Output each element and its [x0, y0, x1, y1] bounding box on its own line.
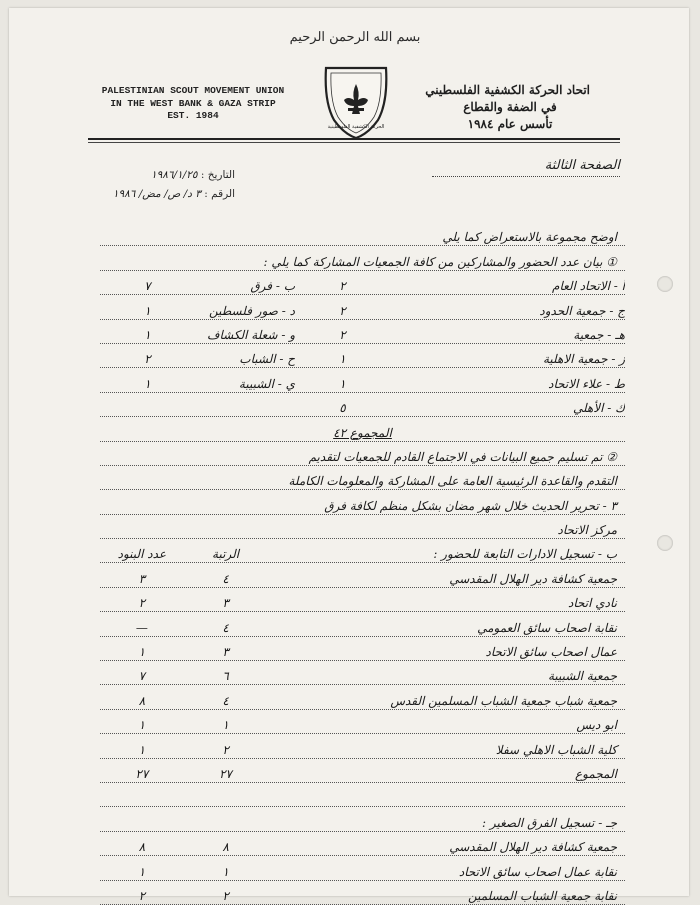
handwritten-line [100, 222, 625, 246]
row-value: ٨ [138, 840, 146, 855]
item-count: ٢ [144, 352, 151, 367]
org-name-arabic [425, 82, 590, 133]
handwritten-line [100, 881, 625, 905]
handwritten-line [100, 368, 625, 392]
row-label: ابو ديس [576, 718, 617, 733]
row-value: ٤ [222, 571, 229, 586]
item-name: د - صور فلسطين [208, 303, 295, 318]
line-text: ٣ - تحرير الحديث خلال شهر مضان بشكل منظم لكافة فرق [324, 498, 617, 513]
page-heading: الصفحة الثالثة [544, 158, 620, 173]
item-count: ١ [144, 303, 151, 318]
row-value: ٢ [138, 596, 146, 611]
handwritten-line [100, 466, 625, 490]
line-text: اوضح مجموعة بالاستعراض كما يلي [442, 230, 617, 245]
row-label: جمعية كشافة دير الهلال المقدسي [449, 571, 617, 586]
row-value: ١ [138, 864, 146, 879]
org-name-ar-line: اتحاد الحركة الكشفية الفلسطيني [425, 83, 590, 97]
row-label: جمعية شباب جمعية الشباب المسلمين القدس [390, 693, 617, 708]
row-label: المجموع [575, 766, 617, 781]
handwritten-line [100, 295, 625, 319]
row-value: ٧ [138, 669, 146, 684]
row-value: ٢ [222, 742, 229, 757]
item-count: ٥ [339, 401, 346, 416]
item-name: ي - الشبيبة [238, 376, 295, 391]
row-value: ٢ [138, 888, 146, 903]
item-count: ٧ [144, 279, 151, 294]
row-label: جمعية الشبيبة [547, 669, 617, 684]
item-count: ١ [144, 327, 151, 342]
item-name: ز - جمعية الاهلية [542, 352, 625, 367]
handwritten-line [100, 612, 625, 636]
row-label: ب - تسجيل الادارات التابعة للحضور : [433, 547, 617, 562]
handwritten-line [100, 393, 625, 417]
item-name: ج - جمعية الحدود [539, 303, 625, 318]
handwritten-line [100, 637, 625, 661]
row-value: ٣ [138, 571, 146, 586]
row-value: ٢ [222, 888, 229, 903]
handwritten-line [100, 320, 625, 344]
item-count: ٢ [339, 327, 346, 342]
basmala: بسم الله الرحمن الرحيم [289, 30, 421, 45]
handwritten-line [100, 856, 625, 880]
line-text: ① بيان عدد الحضور والمشاركين من كافة الجمعيات المشاركة كما يلي : [263, 254, 617, 269]
row-label: نادي اتحاد [568, 596, 617, 611]
emblem-text: الحركة الكشفية الفلسطينية [327, 124, 385, 130]
line-text: ② تم تسليم جميع البيانات في الاجتماع القادم للجمعيات لتقديم [308, 449, 617, 464]
handwritten-line [100, 807, 625, 831]
handwritten-line [100, 588, 625, 612]
org-name-en-line: PALESTINIAN SCOUT MOVEMENT UNION [101, 85, 285, 96]
handwritten-line [100, 344, 625, 368]
handwritten-line [100, 442, 625, 466]
row-value: ٣ [222, 596, 229, 611]
row-value: ٨ [138, 693, 146, 708]
row-value: ١ [138, 742, 146, 757]
header-rule [88, 142, 620, 143]
handwritten-line [100, 515, 625, 539]
row-label: جمعية كشافة دير الهلال المقدسي [449, 840, 617, 855]
heading-dotted-line [432, 176, 620, 177]
item-count: ١ [339, 376, 346, 391]
row-label: كلية الشباب الاهلي سفلا [495, 742, 617, 757]
handwritten-line [100, 271, 625, 295]
date-reference-block [85, 166, 235, 204]
scout-emblem-logo [318, 62, 394, 140]
row-label: عمال اصحاب سائق الاتحاد [485, 645, 617, 660]
item-count: ١ [144, 376, 151, 391]
row-value: عدد البنود [117, 547, 167, 562]
handwritten-line [100, 417, 625, 441]
item-count: ٢ [339, 279, 346, 294]
date-value: ١٩٨٦/١/٢٥ [150, 169, 198, 181]
line-text: مركز الاتحاد [557, 523, 617, 538]
handwritten-line [100, 685, 625, 709]
row-value: — [135, 620, 148, 635]
header-rule [88, 138, 620, 140]
body-text [100, 222, 625, 905]
punch-hole [657, 535, 673, 551]
row-value: ٢٧ [219, 766, 232, 781]
org-name-ar-line: في الضفة والقطاع [463, 100, 557, 114]
item-name: ط - علاء الاتحاد [548, 376, 625, 391]
row-value: ٢٧ [135, 766, 149, 781]
row-label: نقابة عمال اصحاب سائق الاتحاد [458, 864, 617, 879]
item-name: ك - الأهلي [572, 401, 625, 416]
handwritten-line [100, 539, 625, 563]
row-value: ٤ [222, 620, 229, 635]
row-value: الرتبة [212, 547, 240, 562]
row-value: ١ [138, 645, 146, 660]
handwritten-line [100, 759, 625, 783]
item-name: هـ - جمعية [573, 327, 625, 342]
handwritten-line [100, 246, 625, 270]
row-label: نقابة اصحاب سائق العمومي [477, 620, 617, 635]
handwritten-line [100, 783, 625, 807]
punch-hole [657, 276, 673, 292]
row-value: ١ [222, 718, 229, 733]
handwritten-line [100, 734, 625, 758]
line-text: جـ - تسجيل الفرق الصغير : [481, 815, 617, 830]
handwritten-line [100, 710, 625, 734]
row-value: ٣ [222, 645, 229, 660]
item-name: أ - الاتحاد العام [552, 279, 625, 294]
ref-label: الرقم : [204, 188, 235, 200]
handwritten-line [100, 832, 625, 856]
org-name-english [88, 85, 298, 123]
ref-value: ٣ د/ ص/ مض/ ١٩٨٦ [112, 188, 201, 200]
item-name: ب - فرق [250, 279, 295, 294]
item-count: ٢ [339, 303, 346, 318]
row-value: ١ [138, 718, 146, 733]
item-count: ١ [339, 352, 346, 367]
date-label: التاريخ : [200, 169, 235, 181]
row-label: نقابة جمعية الشباب المسلمين [467, 888, 617, 903]
handwritten-line [100, 661, 625, 685]
org-name-en-line: IN THE WEST BANK & GAZA STRIP [110, 97, 276, 109]
row-value: ١ [222, 864, 229, 879]
row-value: ٤ [222, 693, 229, 708]
total-label: المجموع ٤٢ [333, 425, 392, 440]
handwritten-line [100, 490, 625, 514]
org-name-ar-line: تأسس عام ١٩٨٤ [467, 117, 553, 131]
line-text: التقدم والقاعدة الرئيسية العامة على المشاركة والمعلومات الكاملة [288, 474, 617, 489]
row-value: ٦ [222, 669, 229, 684]
item-name: ح - الشباب [239, 352, 295, 367]
item-name: و - شعلة الكشاف [207, 327, 295, 342]
handwritten-line [100, 563, 625, 587]
row-value: ٨ [222, 840, 229, 855]
org-name-en-line: EST. 1984 [167, 110, 219, 121]
